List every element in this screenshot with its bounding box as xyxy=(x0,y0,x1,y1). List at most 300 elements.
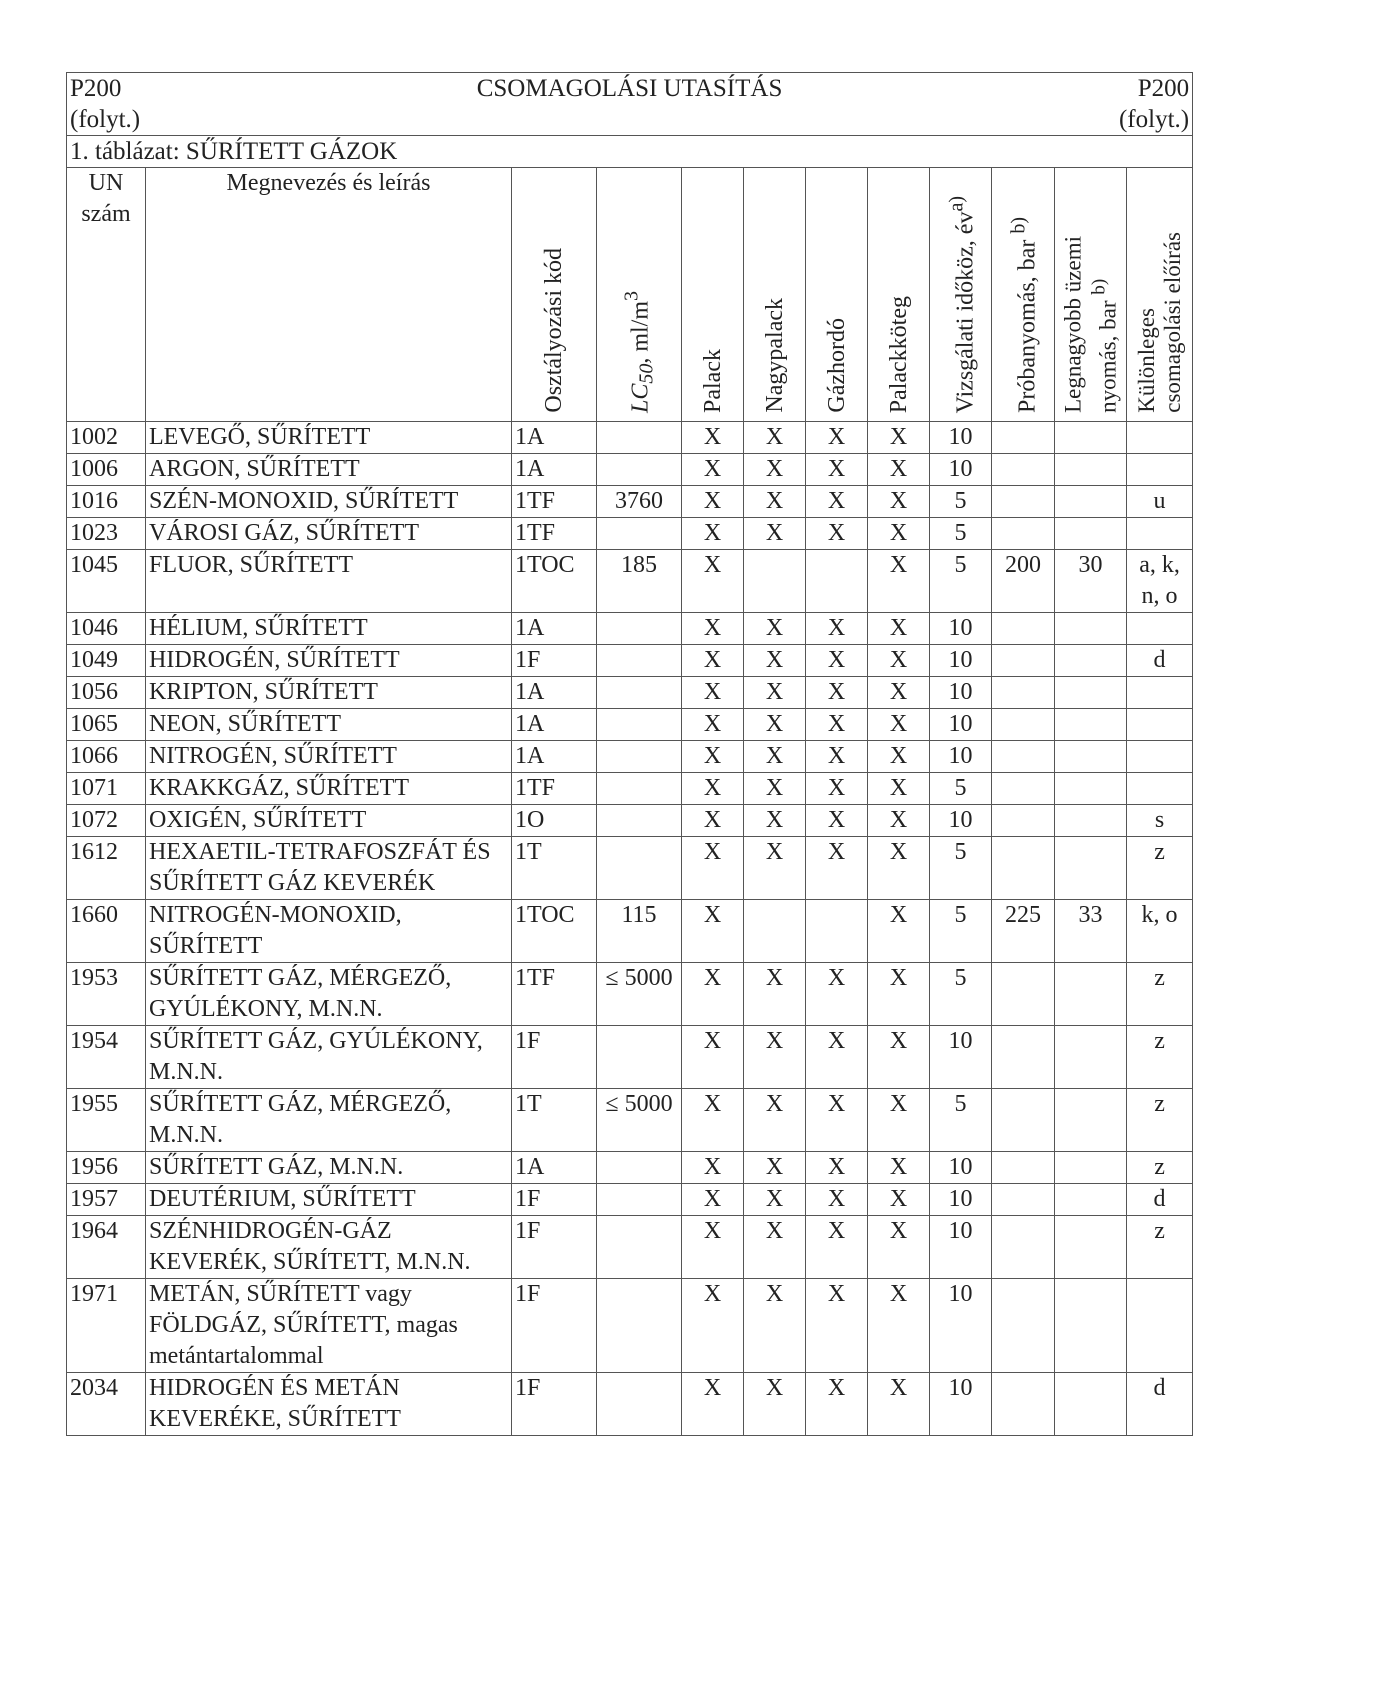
palackkoteg-cell: X xyxy=(868,900,930,963)
lc50-cell xyxy=(597,1184,682,1216)
class-code-cell: 1A xyxy=(512,613,597,645)
name-cell: HIDROGÉN, SŰRÍTETT xyxy=(146,645,512,677)
gazhordo-cell: X xyxy=(806,1184,868,1216)
lc50-cell xyxy=(597,518,682,550)
test-pressure-text: Próbanyomás, bar xyxy=(1014,239,1041,413)
interval-cell: 10 xyxy=(930,805,992,837)
test-pressure-cell xyxy=(992,645,1055,677)
table-title: 1. táblázat: SŰRÍTETT GÁZOK xyxy=(67,136,1193,168)
column-header-row xyxy=(67,168,1193,422)
max-pressure-cell xyxy=(1055,1184,1127,1216)
lc50-superscript: 3 xyxy=(620,290,643,301)
nagypalack-cell: X xyxy=(744,613,806,645)
instruction-header xyxy=(67,73,1193,136)
interval-cell: 10 xyxy=(930,1184,992,1216)
special-cell: u xyxy=(1127,486,1193,518)
col-class-code-label: Osztályozási kód xyxy=(541,248,567,413)
table-row xyxy=(67,1373,1193,1436)
nagypalack-cell: X xyxy=(744,741,806,773)
class-code-cell: 1A xyxy=(512,741,597,773)
max-pressure-cell xyxy=(1055,454,1127,486)
palack-cell: X xyxy=(682,454,744,486)
interval-cell: 10 xyxy=(930,1216,992,1279)
palack-cell: X xyxy=(682,550,744,613)
col-gazhordo xyxy=(806,168,868,422)
name-cell: NITROGÉN-MONOXID, SŰRÍTETT xyxy=(146,900,512,963)
table-row xyxy=(67,837,1193,900)
lc50-cell xyxy=(597,645,682,677)
max-pressure-footnote: b) xyxy=(1088,278,1110,295)
lc50-cell: ≤ 5000 xyxy=(597,963,682,1026)
palackkoteg-cell: X xyxy=(868,1279,930,1373)
special-cell: d xyxy=(1127,1184,1193,1216)
class-code-cell: 1A xyxy=(512,1152,597,1184)
name-cell: HÉLIUM, SŰRÍTETT xyxy=(146,613,512,645)
nagypalack-cell: X xyxy=(744,805,806,837)
nagypalack-cell: X xyxy=(744,1152,806,1184)
class-code-cell: 1TOC xyxy=(512,900,597,963)
un-cell: 1046 xyxy=(67,613,146,645)
max-pressure-cell xyxy=(1055,963,1127,1026)
name-cell: SŰRÍTETT GÁZ, M.N.N. xyxy=(146,1152,512,1184)
table-row xyxy=(67,518,1193,550)
max-pressure-cell xyxy=(1055,1279,1127,1373)
test-pressure-cell xyxy=(992,1184,1055,1216)
header-right-note: (folyt.) xyxy=(1118,106,1190,133)
table-row xyxy=(67,613,1193,645)
palackkoteg-cell: X xyxy=(868,1216,930,1279)
test-pressure-cell xyxy=(992,1026,1055,1089)
class-code-cell: 1TF xyxy=(512,963,597,1026)
name-cell: SZÉN-MONOXID, SŰRÍTETT xyxy=(146,486,512,518)
special-cell xyxy=(1127,422,1193,454)
test-pressure-cell xyxy=(992,518,1055,550)
special-cell: z xyxy=(1127,837,1193,900)
palack-cell: X xyxy=(682,773,744,805)
table-row xyxy=(67,773,1193,805)
interval-cell: 10 xyxy=(930,709,992,741)
col-palackkoteg xyxy=(868,168,930,422)
class-code-cell: 1T xyxy=(512,837,597,900)
gazhordo-cell: X xyxy=(806,1026,868,1089)
table-row xyxy=(67,900,1193,963)
table-row xyxy=(67,454,1193,486)
palackkoteg-cell: X xyxy=(868,613,930,645)
col-palack xyxy=(682,168,744,422)
gazhordo-cell: X xyxy=(806,963,868,1026)
test-pressure-cell xyxy=(992,709,1055,741)
palackkoteg-cell: X xyxy=(868,837,930,900)
nagypalack-cell: X xyxy=(744,1026,806,1089)
interval-text: Vizsgálati időköz, év xyxy=(952,211,978,413)
table-row xyxy=(67,709,1193,741)
palackkoteg-cell: X xyxy=(868,963,930,1026)
test-pressure-cell xyxy=(992,741,1055,773)
col-palackkoteg-label: Palackköteg xyxy=(885,295,912,413)
table-row xyxy=(67,805,1193,837)
interval-cell: 5 xyxy=(930,837,992,900)
name-cell: KRAKKGÁZ, SŰRÍTETT xyxy=(146,773,512,805)
class-code-cell: 1O xyxy=(512,805,597,837)
un-cell: 2034 xyxy=(67,1373,146,1436)
test-pressure-cell xyxy=(992,422,1055,454)
palack-cell: X xyxy=(682,1184,744,1216)
col-test-pressure xyxy=(992,168,1055,422)
name-cell: NITROGÉN, SŰRÍTETT xyxy=(146,741,512,773)
un-cell: 1660 xyxy=(67,900,146,963)
test-pressure-cell xyxy=(992,454,1055,486)
un-cell: 1066 xyxy=(67,741,146,773)
name-cell: SŰRÍTETT GÁZ, GYÚLÉKONY, M.N.N. xyxy=(146,1026,512,1089)
nagypalack-cell: X xyxy=(744,1216,806,1279)
palack-cell: X xyxy=(682,1279,744,1373)
un-cell: 1056 xyxy=(67,677,146,709)
name-cell: HIDROGÉN ÉS METÁN KEVERÉKE, SŰRÍTETT xyxy=(146,1373,512,1436)
palack-cell: X xyxy=(682,645,744,677)
palackkoteg-cell: X xyxy=(868,645,930,677)
gazhordo-cell: X xyxy=(806,709,868,741)
max-pressure-cell xyxy=(1055,613,1127,645)
nagypalack-cell: X xyxy=(744,709,806,741)
un-cell: 1006 xyxy=(67,454,146,486)
col-interval-label xyxy=(942,196,979,413)
interval-cell: 5 xyxy=(930,550,992,613)
name-cell: SZÉNHIDROGÉN-GÁZ KEVERÉK, SŰRÍTETT, M.N.N. xyxy=(146,1216,512,1279)
nagypalack-cell: X xyxy=(744,518,806,550)
special-cell xyxy=(1127,741,1193,773)
table-row xyxy=(67,1216,1193,1279)
gazhordo-cell: X xyxy=(806,486,868,518)
class-code-cell: 1F xyxy=(512,1373,597,1436)
lc50-symbol: LC xyxy=(627,383,654,413)
palackkoteg-cell: X xyxy=(868,773,930,805)
nagypalack-cell: X xyxy=(744,486,806,518)
lc50-cell: ≤ 5000 xyxy=(597,1089,682,1152)
special-cell: d xyxy=(1127,1373,1193,1436)
gazhordo-cell: X xyxy=(806,677,868,709)
lc50-cell xyxy=(597,1026,682,1089)
interval-cell: 10 xyxy=(930,1279,992,1373)
col-palack-label: Palack xyxy=(699,349,726,413)
un-cell: 1023 xyxy=(67,518,146,550)
gazhordo-cell: X xyxy=(806,805,868,837)
palackkoteg-cell: X xyxy=(868,1184,930,1216)
special-cell xyxy=(1127,613,1193,645)
special-cell: a, k, n, o xyxy=(1127,550,1193,613)
palackkoteg-cell: X xyxy=(868,1373,930,1436)
col-max-pressure xyxy=(1055,168,1127,422)
col-name: Megnevezés és leírás xyxy=(146,168,512,422)
special-cell: z xyxy=(1127,963,1193,1026)
test-pressure-cell xyxy=(992,677,1055,709)
un-cell: 1045 xyxy=(67,550,146,613)
palack-cell: X xyxy=(682,486,744,518)
special-cell: d xyxy=(1127,645,1193,677)
palack-cell: X xyxy=(682,518,744,550)
max-pressure-cell xyxy=(1055,1152,1127,1184)
lc50-cell xyxy=(597,837,682,900)
palackkoteg-cell: X xyxy=(868,486,930,518)
class-code-cell: 1F xyxy=(512,1184,597,1216)
nagypalack-cell: X xyxy=(744,1373,806,1436)
lc50-cell xyxy=(597,773,682,805)
lc50-cell xyxy=(597,613,682,645)
gazhordo-cell: X xyxy=(806,454,868,486)
gazhordo-cell: X xyxy=(806,422,868,454)
table-row xyxy=(67,741,1193,773)
special-cell: k, o xyxy=(1127,900,1193,963)
un-cell: 1953 xyxy=(67,963,146,1026)
un-cell: 1072 xyxy=(67,805,146,837)
special-cell: z xyxy=(1127,1089,1193,1152)
nagypalack-cell xyxy=(744,900,806,963)
nagypalack-cell: X xyxy=(744,422,806,454)
special-cell xyxy=(1127,1279,1193,1373)
un-cell: 1071 xyxy=(67,773,146,805)
table-title-row xyxy=(67,136,1193,168)
un-cell: 1065 xyxy=(67,709,146,741)
col-nagypalack-label: Nagypalack xyxy=(761,298,788,413)
table-row xyxy=(67,486,1193,518)
class-code-cell: 1TOC xyxy=(512,550,597,613)
col-nagypalack xyxy=(744,168,806,422)
nagypalack-cell xyxy=(744,550,806,613)
gazhordo-cell: X xyxy=(806,613,868,645)
max-pressure-cell xyxy=(1055,1026,1127,1089)
nagypalack-cell: X xyxy=(744,773,806,805)
max-pressure-cell xyxy=(1055,422,1127,454)
max-pressure-line2 xyxy=(1086,236,1121,413)
special-cell xyxy=(1127,677,1193,709)
nagypalack-cell: X xyxy=(744,677,806,709)
col-lc50-label xyxy=(618,291,661,413)
interval-cell: 10 xyxy=(930,1152,992,1184)
lc50-cell xyxy=(597,1373,682,1436)
palack-cell: X xyxy=(682,1216,744,1279)
gazhordo-cell xyxy=(806,900,868,963)
max-pressure-cell xyxy=(1055,486,1127,518)
palack-cell: X xyxy=(682,709,744,741)
special-cell xyxy=(1127,454,1193,486)
palack-cell: X xyxy=(682,422,744,454)
col-class-code xyxy=(512,168,597,422)
un-cell: 1002 xyxy=(67,422,146,454)
table-row xyxy=(67,1279,1193,1373)
class-code-cell: 1F xyxy=(512,1026,597,1089)
gazhordo-cell: X xyxy=(806,1373,868,1436)
lc50-cell xyxy=(597,422,682,454)
class-code-cell: 1A xyxy=(512,422,597,454)
max-pressure-cell xyxy=(1055,709,1127,741)
palack-cell: X xyxy=(682,1026,744,1089)
table-row xyxy=(67,1152,1193,1184)
palackkoteg-cell: X xyxy=(868,454,930,486)
special-cell: z xyxy=(1127,1216,1193,1279)
header-left-code: P200 xyxy=(70,75,122,102)
gazhordo-cell: X xyxy=(806,1089,868,1152)
special-line2: csomagolási előírás xyxy=(1159,232,1185,413)
gazhordo-cell xyxy=(806,550,868,613)
gazhordo-cell: X xyxy=(806,1152,868,1184)
table-row xyxy=(67,645,1193,677)
interval-cell: 5 xyxy=(930,773,992,805)
class-code-cell: 1TF xyxy=(512,486,597,518)
lc50-cell xyxy=(597,454,682,486)
table-row xyxy=(67,1026,1193,1089)
lc50-cell xyxy=(597,1152,682,1184)
table-row xyxy=(67,677,1193,709)
nagypalack-cell: X xyxy=(744,645,806,677)
gazhordo-cell: X xyxy=(806,1216,868,1279)
palack-cell: X xyxy=(682,1373,744,1436)
interval-cell: 10 xyxy=(930,1026,992,1089)
palack-cell: X xyxy=(682,900,744,963)
palackkoteg-cell: X xyxy=(868,422,930,454)
name-cell: METÁN, SŰRÍTETT vagy FÖLDGÁZ, SŰRÍTETT, magas metántartalommal xyxy=(146,1279,512,1373)
col-special xyxy=(1127,168,1193,422)
table-row xyxy=(67,550,1193,613)
palackkoteg-cell: X xyxy=(868,741,930,773)
un-cell: 1049 xyxy=(67,645,146,677)
nagypalack-cell: X xyxy=(744,1279,806,1373)
test-pressure-cell: 225 xyxy=(992,900,1055,963)
max-pressure-cell xyxy=(1055,1373,1127,1436)
lc50-cell xyxy=(597,805,682,837)
class-code-cell: 1TF xyxy=(512,518,597,550)
interval-cell: 10 xyxy=(930,645,992,677)
class-code-cell: 1TF xyxy=(512,773,597,805)
col-un: UN szám xyxy=(67,168,146,422)
interval-cell: 10 xyxy=(930,741,992,773)
max-pressure-cell xyxy=(1055,677,1127,709)
interval-cell: 5 xyxy=(930,518,992,550)
special-cell: z xyxy=(1127,1026,1193,1089)
palackkoteg-cell: X xyxy=(868,709,930,741)
palackkoteg-cell: X xyxy=(868,1089,930,1152)
palack-cell: X xyxy=(682,805,744,837)
lc50-cell xyxy=(597,677,682,709)
gazhordo-cell: X xyxy=(806,1279,868,1373)
class-code-cell: 1F xyxy=(512,1279,597,1373)
max-pressure-cell xyxy=(1055,805,1127,837)
palack-cell: X xyxy=(682,613,744,645)
interval-cell: 10 xyxy=(930,613,992,645)
max-pressure-cell xyxy=(1055,1216,1127,1279)
name-cell: ARGON, SŰRÍTETT xyxy=(146,454,512,486)
un-cell: 1016 xyxy=(67,486,146,518)
lc50-cell: 185 xyxy=(597,550,682,613)
lc50-cell xyxy=(597,709,682,741)
nagypalack-cell: X xyxy=(744,1184,806,1216)
header-right-code: P200 xyxy=(1137,75,1190,102)
un-cell: 1957 xyxy=(67,1184,146,1216)
test-pressure-cell xyxy=(992,837,1055,900)
special-cell: s xyxy=(1127,805,1193,837)
test-pressure-cell xyxy=(992,613,1055,645)
test-pressure-cell xyxy=(992,1279,1055,1373)
name-cell: DEUTÉRIUM, SŰRÍTETT xyxy=(146,1184,512,1216)
palack-cell: X xyxy=(682,741,744,773)
interval-cell: 5 xyxy=(930,1089,992,1152)
name-cell: HEXAETIL-TETRAFOSZFÁT ÉS SŰRÍTETT GÁZ KEVERÉK xyxy=(146,837,512,900)
test-pressure-cell xyxy=(992,773,1055,805)
col-max-pressure-label xyxy=(1060,236,1121,413)
table-row xyxy=(67,1089,1193,1152)
test-pressure-cell xyxy=(992,1152,1055,1184)
col-special-label xyxy=(1134,232,1186,413)
max-pressure-line1: Legnagyobb üzemi xyxy=(1060,236,1086,413)
max-pressure-cell xyxy=(1055,1089,1127,1152)
max-pressure-cell xyxy=(1055,773,1127,805)
test-pressure-cell xyxy=(992,1089,1055,1152)
gazhordo-cell: X xyxy=(806,773,868,805)
header-left-note: (folyt.) xyxy=(70,106,141,133)
special-cell xyxy=(1127,518,1193,550)
palack-cell: X xyxy=(682,1152,744,1184)
nagypalack-cell: X xyxy=(744,1089,806,1152)
packing-instruction-table xyxy=(66,72,1193,1436)
max-pressure-cell: 33 xyxy=(1055,900,1127,963)
nagypalack-cell: X xyxy=(744,837,806,900)
test-pressure-cell xyxy=(992,963,1055,1026)
test-pressure-cell: 200 xyxy=(992,550,1055,613)
gazhordo-cell: X xyxy=(806,645,868,677)
un-cell: 1955 xyxy=(67,1089,146,1152)
col-interval xyxy=(930,168,992,422)
interval-cell: 5 xyxy=(930,900,992,963)
palack-cell: X xyxy=(682,963,744,1026)
gazhordo-cell: X xyxy=(806,741,868,773)
max-pressure-cell xyxy=(1055,645,1127,677)
test-pressure-cell xyxy=(992,805,1055,837)
interval-cell: 10 xyxy=(930,1373,992,1436)
class-code-cell: 1F xyxy=(512,645,597,677)
header-right xyxy=(1119,73,1189,135)
interval-cell: 10 xyxy=(930,677,992,709)
name-cell: VÁROSI GÁZ, SŰRÍTETT xyxy=(146,518,512,550)
interval-cell: 5 xyxy=(930,963,992,1026)
palack-cell: X xyxy=(682,837,744,900)
interval-cell: 10 xyxy=(930,422,992,454)
name-cell: LEVEGŐ, SŰRÍTETT xyxy=(146,422,512,454)
class-code-cell: 1A xyxy=(512,454,597,486)
special-cell xyxy=(1127,709,1193,741)
test-pressure-footnote: b) xyxy=(1007,217,1030,234)
lc50-cell xyxy=(597,741,682,773)
palack-cell: X xyxy=(682,677,744,709)
max-pressure-line2-text: nyomás, bar xyxy=(1094,300,1120,413)
un-cell: 1964 xyxy=(67,1216,146,1279)
header-left xyxy=(70,73,140,135)
name-cell: OXIGÉN, SŰRÍTETT xyxy=(146,805,512,837)
lc50-cell xyxy=(597,1279,682,1373)
palackkoteg-cell: X xyxy=(868,677,930,709)
test-pressure-cell xyxy=(992,1216,1055,1279)
name-cell: FLUOR, SŰRÍTETT xyxy=(146,550,512,613)
class-code-cell: 1T xyxy=(512,1089,597,1152)
lc50-cell: 115 xyxy=(597,900,682,963)
header-title: CSOMAGOLÁSI UTASÍTÁS xyxy=(476,75,783,102)
name-cell: NEON, SŰRÍTETT xyxy=(146,709,512,741)
test-pressure-cell xyxy=(992,1373,1055,1436)
special-cell: z xyxy=(1127,1152,1193,1184)
palackkoteg-cell: X xyxy=(868,1152,930,1184)
name-cell: SŰRÍTETT GÁZ, MÉRGEZŐ, M.N.N. xyxy=(146,1089,512,1152)
class-code-cell: 1A xyxy=(512,709,597,741)
col-lc50 xyxy=(597,168,682,422)
palackkoteg-cell: X xyxy=(868,1026,930,1089)
table-row xyxy=(67,422,1193,454)
